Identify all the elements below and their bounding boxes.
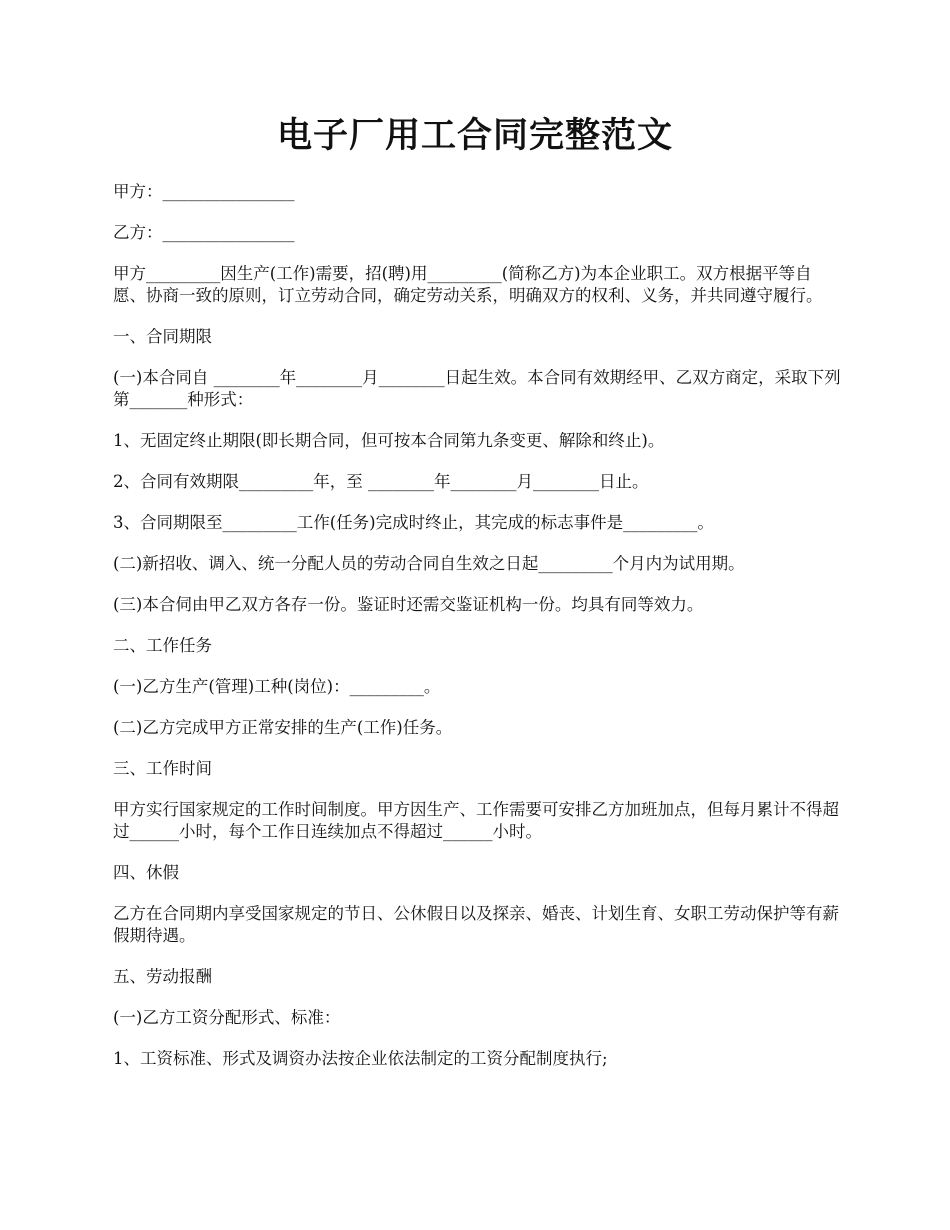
party-b-line: 乙方：________________ <box>113 223 295 242</box>
clause-paragraph: (一)乙方生产(管理)工种(岗位)：_________。 <box>113 677 441 696</box>
clause-paragraph: (一)本合同自 ________年________月________日起生效。本合同有效期经甲、乙双方商定，采取下列第_______种形式： <box>113 368 841 409</box>
document-title: 电子厂用工合同完整范文 <box>276 115 673 156</box>
clause-paragraph: (三)本合伺由甲乙双方各存一份。鉴证时还需交鉴证机构一份。均具有同等效力。 <box>113 595 704 614</box>
clause-paragraph: (一)乙方工资分配形式、标准： <box>113 1008 341 1027</box>
intro-paragraph: 甲方_________因生产(工作)需要，招(聘)用_________(简称乙方)为本企业职工。双方根据平等自愿、协商一致的原则，订立劳动合同，确定劳动关系，明确双方的权利、义务，并共同遵守履行。 <box>113 264 823 305</box>
clause-paragraph: 乙方在合同期内享受国家规定的节日、公休假日以及探亲、婚丧、计划生育、女职工劳动保护等有薪假期待遇。 <box>113 904 839 945</box>
clause-paragraph: 1、工资标准、形式及调资办法按企业依法制定的工资分配制度执行; <box>113 1049 608 1068</box>
clause-paragraph: 3、合同期限至_________工作(任务)完成时终止，其完成的标志事件是_________。 <box>113 513 714 532</box>
section-heading-contract-term: 一、合同期限 <box>113 327 212 346</box>
clause-paragraph: 甲方实行国家规定的工作时间制度。甲方因生产、工作需要可安排乙方加班加点，但每月累计不得超过______小时，每个工作日连续加点不得超过______小时。 <box>113 800 839 841</box>
clause-paragraph: 2、合同有效期限_________年，至 ________年________月________日止。 <box>113 472 649 491</box>
clause-paragraph: 1、无固定终止期限(即长期合同，但可按本合同第九条变更、解除和终止)。 <box>113 431 665 450</box>
section-heading-remuneration: 五、劳动报酬 <box>113 967 212 986</box>
clause-paragraph: (二)新招收、调入、统一分配人员的劳动合同自生效之日起_________个月内为试用期。 <box>113 554 745 573</box>
section-heading-work-time: 三、工作时间 <box>113 759 212 778</box>
section-heading-leave: 四、休假 <box>113 863 179 882</box>
section-heading-work-task: 二、工作任务 <box>113 636 212 655</box>
document-body <box>113 181 843 1089</box>
party-a-line: 甲方：________________ <box>113 182 295 201</box>
clause-paragraph: (二)乙方完成甲方正常安排的生产(工作)任务。 <box>113 718 453 737</box>
